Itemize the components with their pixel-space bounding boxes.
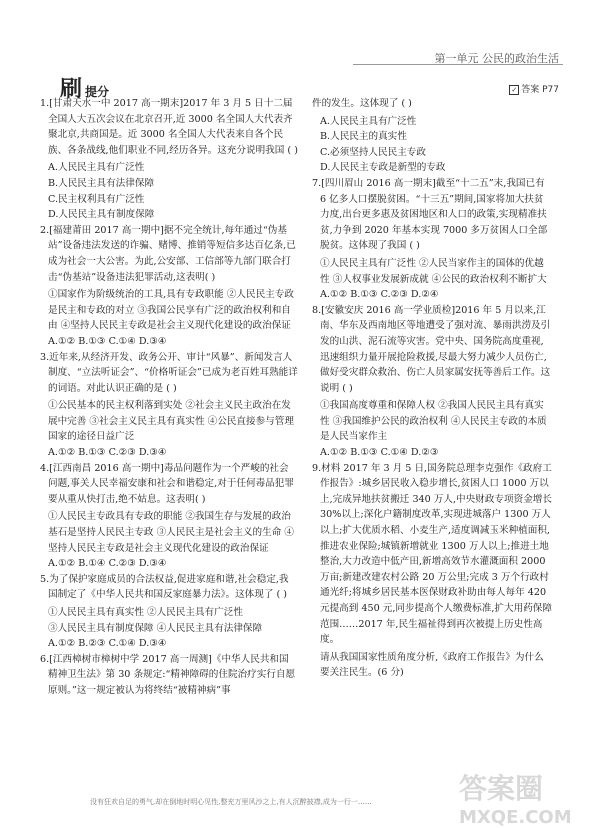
left-column <box>40 96 298 701</box>
left-line: 5.为了保护家庭成员的合法权益,促进家庭和谐,社会稳定,我国制定了《中华人民共和国反家庭暴力法》。这体现了 ( ) <box>40 573 289 601</box>
watermark-logo <box>459 767 579 828</box>
left-line: 3.近年来,从经济开发、政务公开、审计“风暴”、新闻发言人制度、“立法听证会”、“价格听证会”已成为老百姓耳熟能详的词语。对此认识正确的是 ( ) <box>40 351 298 394</box>
page-header <box>0 0 593 102</box>
right-line: ①我国高度尊重和保障人权 ②我国人民民主具有真实性 ③我国维护公民的政治权利 ④人民民主专政的本质是人民当家作主 <box>320 400 547 443</box>
watermark-line2: MXQE.COM <box>459 807 572 828</box>
answer-label: 答案 P77 <box>521 85 559 95</box>
right-line: A.①② B.①③ C.①④ D.②③ <box>320 447 439 459</box>
brand-big: 刷 <box>60 77 84 102</box>
unit-title: 第一单元 公民的政治生活 <box>434 52 559 65</box>
left-line: 6.[江西樟树市樟树中学 2017 高一周测]《中华人民共和国精神卫生法》第 30 条规定:“精神障碍的住院治疗实行自愿原则。”这一规定被认为将终结“被精神病”事 <box>40 653 296 696</box>
right-line: B.人民民主的真实性 <box>320 131 407 143</box>
right-line: A.①② B.①③ C.②③ D.②④ <box>320 289 439 301</box>
right-line: 9.材料 2017 年 3 月 5 日,国务院总理李克强作《政府工作报告》:城乡居民收入稳步增长,贫困人口 1000 万以上,完成异地扶贫搬迁 340 万人,中央财政专项资金增长 30%以上;深化户籍制度改革,实现进城落户 1300 万人以上;扩大优质水稻、小麦生产,适度调减玉米种植面积,推进农业保险;城镇新增就业 1300 万人以上;推进土地整治,大力改造中低产田,新增高效节水灌溉面积 2000 万亩;新建改建农村公路 20 万公里;完成 3 万个行政村通光纤;将城乡居民基本医保财政补助由每人每年 420 元提高到 450 元,同步提高个人缴费标准,扩大用药保障范围……2017 年,民生福祉得到再次被提上历史性高度。 <box>312 462 552 646</box>
left-line: 2.[福建莆田 2017 高一期中]据不完全统计,每年通过“伪基站”设备违法发送的诈骗、赌博、推销等短信多达百亿条,已成为社会一大公害。为此,公安部、工信部等九部门联合打击“伪基站”设备违法犯罪活动,这表明( ) <box>40 224 296 283</box>
right-column <box>312 96 552 681</box>
left-line: ①人民民主具有真实性 ②人民民主具有广泛性 <box>48 607 243 618</box>
watermark-line1: 答案圈 <box>459 772 544 805</box>
left-line: D.人民民主具有制度保障 <box>48 209 155 221</box>
right-line: 件的发生。这体现了 ( ) <box>312 98 412 109</box>
right-line: D.人民民主专政是新型的专政 <box>320 162 446 174</box>
brand-small: 提分 <box>85 85 110 99</box>
left-line: 4.[江西南昌 2016 高一期中]毒品问题作为一个严峻的社会问题,事关人民幸福安康和社会和谐稳定,对于任何毒品犯罪要从重从快打击,绝不姑息。这表明( ) <box>40 462 294 505</box>
left-line: A.人民民主具有广泛性 <box>48 162 145 174</box>
left-line: ③人民民主具有制度保障 ④人民民主具有法律保障 <box>48 622 263 634</box>
right-line: ①人民民主具有广泛性 ②人民当家作主的国体的优越性 ③人权事业发展新成就 ④公民的政治权利不断扩大 <box>320 257 547 285</box>
left-line: A.①② B.①③ C.①④ D.③④ <box>48 335 167 347</box>
right-line: 8.[安徽安庆 2016 高一学业质检]2016 年 5 月以来,江南、华东及西南地区等地遭受了强对流、暴雨洪涝及引发的山洪、泥石流等灾害。党中央、国务院高度重视,迅速组织力量开展抢险救援,尽最大努力减少人员伤亡,做好受灾群众救治、伤亡人员家属安抚等善后工作。这说明 ( ) <box>312 304 551 394</box>
left-line: ①公民基本的民主权利落到实处 ②社会主义民主政治在发展中完善 ③社会主义民主具有真实性 ④公民直接参与管理国家的途径日益广泛 <box>48 400 294 443</box>
header-divider <box>353 64 563 65</box>
footer-motto: 没有狂欢自足的勇气,却在倒地时明心见性,整充万里风沙之上,有人沉醉披襟,成为一行一…… <box>90 798 372 806</box>
left-line: A.①② B.①④ C.②③ D.③④ <box>48 558 167 570</box>
left-line: ①人民民主专政具有专政的职能 ②我国生存与发展的政治基石是坚持人民民主专政 ③人民民主是社会主义的生命 ④坚持人民民主专政是社会主义现代化建设的政治保证 <box>48 511 294 554</box>
left-line: B.人民民主具有法律保障 <box>48 177 155 189</box>
left-line: 1.[甘肃天水一中 2017 高一期末]2017 年 3 月 5 日十二届全国人大五次会议在北京召开,近 3000 名全国人大代表齐聚北京,共商国是。近 3000 名全国人大代表来自各个民族、各条战线,他们职业不同,经历各异。这充分说明我国 ( ) <box>40 98 298 156</box>
right-line: 请从我国国家性质角度分析,《政府工作报告》为什么要关注民生。(6 分) <box>320 651 544 679</box>
answer-reference <box>509 82 559 95</box>
left-line: ①国家作为阶级统治的工具,具有专政职能 ②人民民主专政是民主和专政的对立 ③我国公民享有广泛的政治权利和自由 ④坚持人民民主专政是社会主义现代化建设的政治保证 <box>48 289 294 332</box>
check-icon: ✓ <box>509 85 519 95</box>
left-line: C.民主权利具有广泛性 <box>48 193 145 205</box>
left-line: A.①② B.①③ C.②③ D.③④ <box>48 447 167 459</box>
left-line: A.①② B.②③ C.①④ D.③④ <box>48 638 167 650</box>
right-line: A.人民民主具有广泛性 <box>320 115 417 127</box>
right-line: 7.[四川眉山 2016 高一期末]截至“十二五”末,我国已有 6 亿多人口摆脱贫困。“十三五”期间,国家将加大扶贫力度,出台更多惠及贫困地区和人口的政策,实现精准扶贫,力争到 2020 年基本实现 7000 多万贫困人口全部脱贫。这体现了我国 ( ) <box>312 177 548 252</box>
right-line: C.必须坚持人民民主专政 <box>320 146 426 158</box>
